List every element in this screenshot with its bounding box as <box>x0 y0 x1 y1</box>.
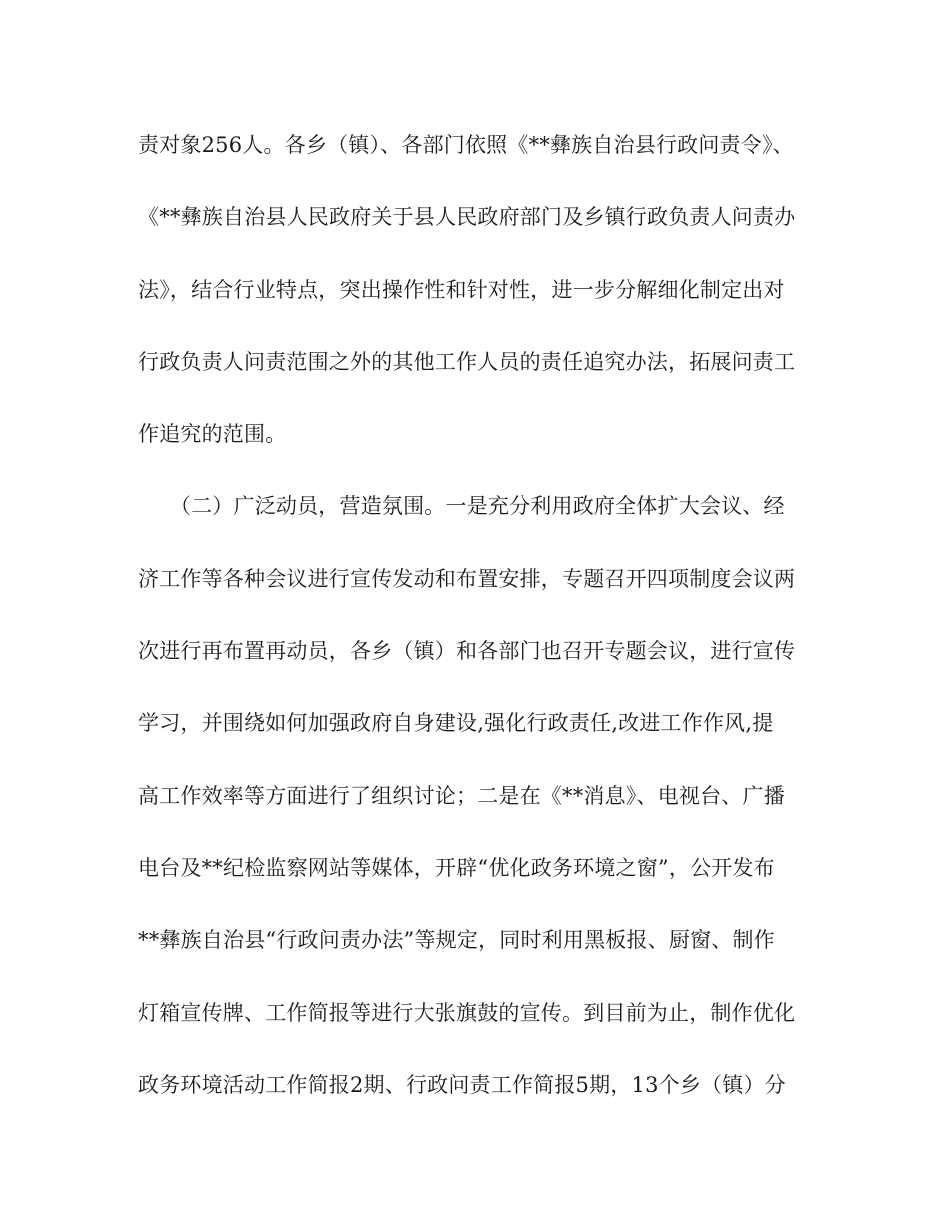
text-line: 电台及**纪检监察网站等媒体，开辟“优化政务环境之窗”，公开发布 <box>138 855 775 880</box>
paragraph-start-line: （二）广泛动员，营造氛围。一是充分利用政府全体扩大会议、经 <box>138 494 785 519</box>
text-line: 灯箱宣传牌、工作简报等进行大张旗鼓的宣传。到目前为止，制作优化 <box>138 1000 796 1025</box>
text-line: 济工作等各种会议进行宣传发动和布置安排，专题召开四项制度会议两 <box>138 566 796 591</box>
text-line: 行政负责人问责范围之外的其他工作人员的责任追究办法，拓展问责工 <box>138 349 796 374</box>
text-line: **彝族自治县“行政问责办法”等规定，同时利用黑板报、厨窗、制作 <box>138 928 775 953</box>
body-text <box>138 121 838 1133</box>
text-line: 学习，并围绕如何加强政府自身建设,强化行政责任,改进工作作风,提 <box>138 711 774 736</box>
text-line: 政务环境活动工作简报2期、行政问责工作简报5期，13个乡（镇）分 <box>138 1072 786 1097</box>
text-line: 次进行再布置再动员，各乡（镇）和各部门也召开专题会议，进行宣传 <box>138 639 796 664</box>
text-line: 作追究的范围。 <box>138 422 287 447</box>
text-line: 《**彝族自治县人民政府关于县人民政府部门及乡镇行政负责人问责办 <box>138 205 796 230</box>
text-line: 高工作效率等方面进行了组织讨论；二是在《**消息》、电视台、广播 <box>138 783 785 808</box>
text-line: 责对象256人。各乡（镇）、各部门依照《**彝族自治县行政问责令》、 <box>138 133 794 157</box>
text-line: 法》，结合行业特点，突出操作性和针对性，进一步分解细化制定出对 <box>138 277 785 302</box>
